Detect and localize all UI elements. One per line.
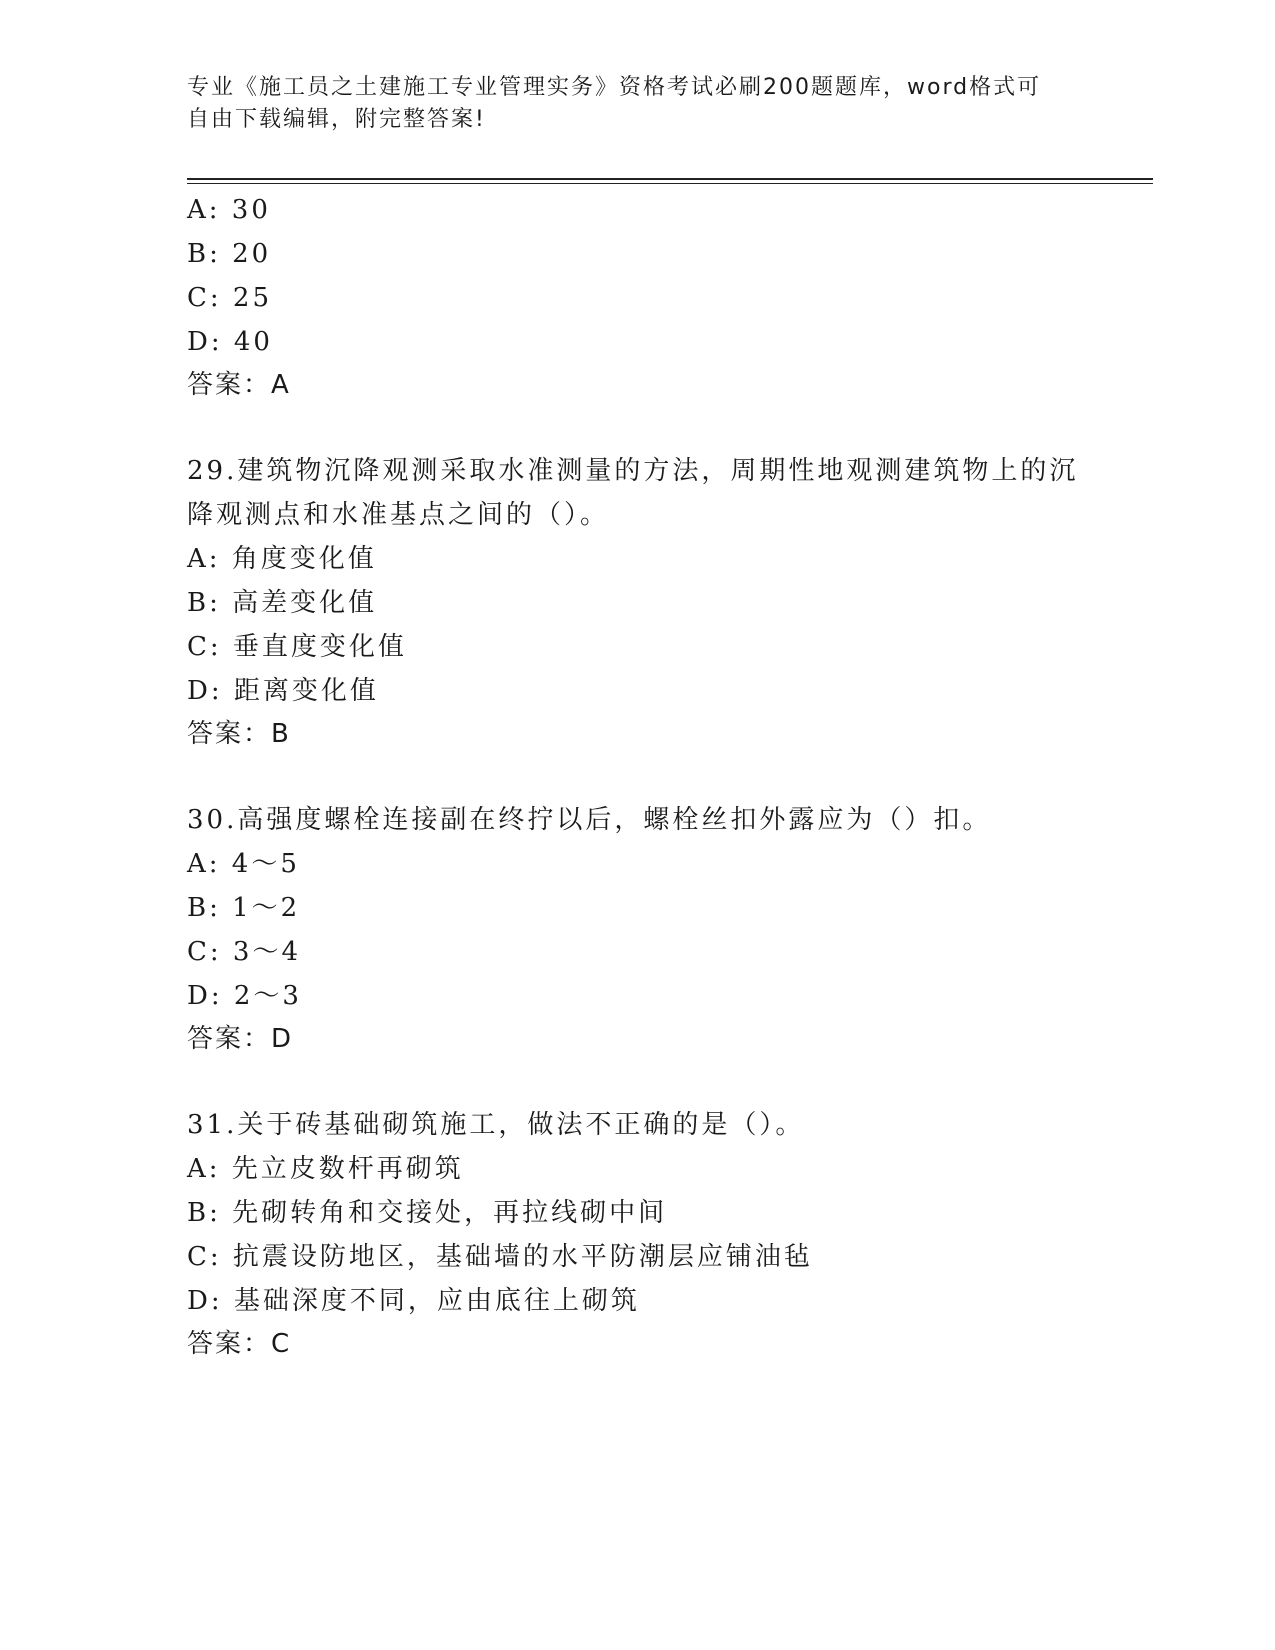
q31-option-c: C: 抗震设防地区，基础墙的水平防潮层应铺油毡 (187, 1242, 813, 1272)
q28-option-d: D: 40 (187, 327, 273, 357)
q29-answer: 答案：B (187, 719, 291, 749)
q30-answer: 答案：D (187, 1024, 294, 1054)
q28-option-b: B: 20 (187, 239, 272, 269)
q28-option-a: A: 30 (187, 195, 271, 225)
q31-option-d: D: 基础深度不同，应由底往上砌筑 (187, 1286, 640, 1316)
q31-option-a: A: 先立皮数杆再砌筑 (187, 1154, 464, 1184)
q30-option-c: C: 3～4 (187, 937, 302, 967)
q30-option-d: D: 2～3 (187, 981, 302, 1011)
q29-option-b: B: 高差变化值 (187, 588, 378, 618)
q28-option-c: C: 25 (187, 283, 273, 313)
q31-stem-line-1: 31.关于砖基础砌筑施工，做法不正确的是（）。 (187, 1110, 805, 1140)
q30-stem-line-1: 30.高强度螺栓连接副在终拧以后，螺栓丝扣外露应为（）扣。 (187, 805, 992, 835)
q29-stem-line-2: 降观测点和水准基点之间的（）。 (187, 500, 610, 530)
q29-option-d: D: 距离变化值 (187, 676, 379, 706)
q30-option-a: A: 4～5 (187, 849, 300, 879)
q29-option-c: C: 垂直度变化值 (187, 632, 407, 662)
header-line-2: 自由下载编辑，附完整答案! (187, 107, 486, 132)
q31-answer: 答案：C (187, 1329, 292, 1359)
header-rule-thin (187, 183, 1153, 184)
q31-option-b: B: 先砌转角和交接处，再拉线砌中间 (187, 1198, 668, 1228)
q28-answer: 答案：A (187, 370, 291, 400)
q29-stem-line-1: 29.建筑物沉降观测采取水准测量的方法，周期性地观测建筑物上的沉 (187, 456, 1079, 486)
q29-option-a: A: 角度变化值 (187, 544, 377, 574)
document-header (187, 72, 1067, 136)
q30-option-b: B: 1～2 (187, 893, 301, 923)
header-line-1: 专业《施工员之土建施工专业管理实务》资格考试必刷200题题库，word格式可 (187, 75, 1042, 100)
header-rule-thick (187, 178, 1153, 180)
